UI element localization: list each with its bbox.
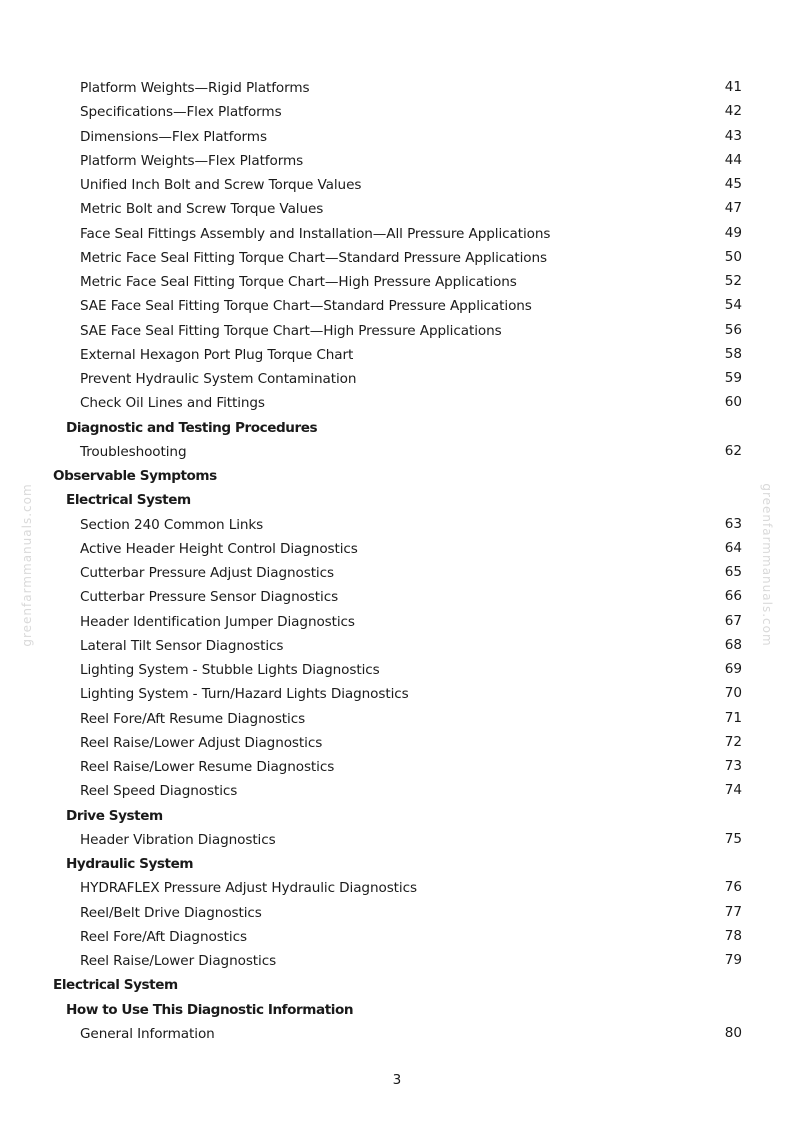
toc-entry-page-number: 54 — [724, 297, 742, 314]
toc-entry-title: Header Identification Jumper Diagnostics — [80, 613, 355, 630]
toc-entry-title: Unified Inch Bolt and Screw Torque Values — [80, 177, 362, 193]
toc-entry-page-number: 80 — [724, 1024, 742, 1041]
watermark-left: greenfarmmanuals.com — [20, 483, 34, 647]
toc-entry-title: Reel Speed Diagnostics — [80, 783, 238, 800]
toc-entry-title: Metric Face Seal Fitting Torque Chart—High Pressure Applications — [80, 274, 517, 290]
toc-entry-page-number: 52 — [724, 273, 742, 289]
toc-entry-title: General Information — [80, 1025, 215, 1042]
toc-entry[interactable] — [0, 948, 794, 972]
toc-entry-title: Reel Raise/Lower Resume Diagnostics — [80, 759, 335, 775]
toc-entry[interactable] — [0, 245, 794, 269]
toc-entry[interactable] — [0, 681, 794, 705]
toc-entry-page-number: 62 — [724, 442, 742, 459]
toc-entry[interactable] — [0, 900, 794, 924]
toc-entry[interactable] — [0, 584, 794, 608]
toc-entry[interactable] — [0, 366, 794, 390]
toc-entry-page-number: 64 — [724, 539, 742, 556]
toc-entry-page-number: 77 — [724, 903, 742, 920]
toc-entry[interactable] — [0, 439, 794, 463]
toc-entry-title: Check Oil Lines and Fittings — [80, 395, 265, 412]
toc-entry[interactable] — [0, 633, 794, 657]
toc-entry-page-number: 69 — [724, 661, 742, 677]
toc-section-heading — [0, 851, 794, 875]
page-number: 3 — [392, 1072, 402, 1088]
toc-entry[interactable] — [0, 75, 794, 99]
toc-entry-page-number: 76 — [724, 879, 742, 896]
toc-heading-title: Hydraulic System — [66, 856, 194, 872]
toc-entry-page-number: 42 — [724, 103, 742, 120]
toc-section-heading — [0, 415, 794, 439]
toc-entry[interactable] — [0, 657, 794, 681]
toc-entry-title: SAE Face Seal Fitting Torque Chart—High Pressure Applications — [80, 322, 502, 339]
toc-entry[interactable] — [0, 706, 794, 730]
toc-section-heading — [0, 997, 794, 1021]
toc-entry-title: External Hexagon Port Plug Torque Chart — [80, 346, 354, 363]
toc-entry-title: Reel Raise/Lower Diagnostics — [80, 953, 277, 969]
toc-heading-title: Electrical System — [53, 977, 178, 994]
toc-entry-title: Reel/Belt Drive Diagnostics — [80, 904, 262, 921]
toc-entry-page-number: 59 — [724, 370, 742, 386]
toc-entry[interactable] — [0, 827, 794, 851]
toc-entry-page-number: 66 — [724, 588, 742, 605]
toc-entry[interactable] — [0, 512, 794, 536]
toc-heading-title: Electrical System — [66, 492, 191, 509]
toc-entry[interactable] — [0, 390, 794, 414]
toc-entry-page-number: 79 — [724, 952, 742, 968]
toc-entry-page-number: 67 — [724, 612, 742, 629]
toc-entry[interactable] — [0, 754, 794, 778]
toc-entry-title: Active Header Height Control Diagnostics — [80, 540, 358, 557]
toc-entry-title: Cutterbar Pressure Adjust Diagnostics — [80, 565, 334, 581]
toc-entry-title: HYDRAFLEX Pressure Adjust Hydraulic Diagnostics — [80, 880, 417, 897]
toc-entry-page-number: 44 — [724, 151, 742, 168]
toc-entry-title: Face Seal Fittings Assembly and Installation—All Pressure Applications — [80, 225, 551, 242]
toc-entry-title: Metric Face Seal Fitting Torque Chart—Standard Pressure Applications — [80, 249, 547, 266]
toc-entry-page-number: 65 — [724, 564, 742, 580]
toc-entry-page-number: 60 — [724, 394, 742, 411]
toc-entry[interactable] — [0, 172, 794, 196]
toc-section-heading — [0, 487, 794, 511]
toc-entry[interactable] — [0, 293, 794, 317]
toc-entry[interactable] — [0, 560, 794, 584]
toc-entry-page-number: 41 — [724, 79, 742, 95]
toc-entry-title: Reel Fore/Aft Resume Diagnostics — [80, 710, 306, 727]
toc-entry-page-number: 68 — [724, 636, 742, 653]
toc-entry-title: Lateral Tilt Sensor Diagnostics — [80, 637, 284, 654]
toc-entry[interactable] — [0, 148, 794, 172]
toc-entry-title: Platform Weights—Flex Platforms — [80, 152, 304, 169]
toc-entry-title: Platform Weights—Rigid Platforms — [80, 80, 310, 96]
toc-entry[interactable] — [0, 875, 794, 899]
table-of-contents — [0, 75, 794, 1045]
toc-entry-title: Lighting System - Turn/Hazard Lights Diagnostics — [80, 686, 409, 703]
toc-entry[interactable] — [0, 924, 794, 948]
toc-entry-title: SAE Face Seal Fitting Torque Chart—Standard Pressure Applications — [80, 298, 532, 315]
toc-entry-title: Dimensions—Flex Platforms — [80, 128, 267, 145]
toc-entry[interactable] — [0, 196, 794, 220]
toc-entry-page-number: 43 — [724, 127, 742, 144]
toc-entry-title: Cutterbar Pressure Sensor Diagnostics — [80, 589, 339, 606]
toc-heading-title: Drive System — [66, 807, 163, 824]
toc-entry-title: Header Vibration Diagnostics — [80, 831, 276, 848]
toc-entry-page-number: 50 — [724, 248, 742, 265]
toc-entry-page-number: 78 — [724, 927, 742, 944]
toc-entry-page-number: 58 — [724, 345, 742, 362]
toc-entry-title: Metric Bolt and Screw Torque Values — [80, 201, 324, 218]
toc-entry-page-number: 56 — [724, 321, 742, 338]
toc-entry[interactable] — [0, 536, 794, 560]
toc-heading-title: Diagnostic and Testing Procedures — [66, 419, 318, 436]
toc-entry[interactable] — [0, 342, 794, 366]
toc-entry-page-number: 72 — [724, 733, 742, 750]
toc-entry[interactable] — [0, 318, 794, 342]
toc-entry-page-number: 63 — [724, 515, 742, 532]
toc-entry[interactable] — [0, 221, 794, 245]
toc-entry-title: Reel Raise/Lower Adjust Diagnostics — [80, 734, 323, 751]
toc-section-heading — [0, 803, 794, 827]
toc-entry-title: Reel Fore/Aft Diagnostics — [80, 928, 247, 945]
toc-entry[interactable] — [0, 730, 794, 754]
toc-entry-title: Section 240 Common Links — [80, 516, 264, 533]
watermark-right: greenfarmmanuals.com — [760, 483, 774, 647]
toc-entry-page-number: 47 — [724, 200, 742, 217]
toc-entry-page-number: 49 — [724, 224, 742, 241]
toc-entry-title: Troubleshooting — [80, 443, 187, 460]
toc-entry-page-number: 74 — [724, 782, 742, 799]
toc-entry[interactable] — [0, 99, 794, 123]
toc-heading-title: Observable Symptoms — [53, 468, 217, 484]
toc-entry[interactable] — [0, 778, 794, 802]
toc-section-heading — [0, 972, 794, 996]
toc-heading-title: How to Use This Diagnostic Information — [66, 1001, 354, 1018]
toc-entry-page-number: 75 — [724, 830, 742, 847]
toc-entry[interactable] — [0, 609, 794, 633]
toc-entry[interactable] — [0, 269, 794, 293]
toc-entry-page-number: 73 — [724, 758, 742, 774]
toc-entry[interactable] — [0, 1021, 794, 1045]
toc-entry-title: Specifications—Flex Platforms — [80, 104, 282, 121]
toc-entry-page-number: 70 — [724, 685, 742, 702]
toc-section-heading — [0, 463, 794, 487]
toc-entry-title: Lighting System - Stubble Lights Diagnostics — [80, 662, 380, 678]
toc-entry-page-number: 71 — [724, 709, 742, 726]
toc-entry[interactable] — [0, 124, 794, 148]
toc-entry-title: Prevent Hydraulic System Contamination — [80, 371, 357, 387]
toc-entry-page-number: 45 — [724, 176, 742, 192]
